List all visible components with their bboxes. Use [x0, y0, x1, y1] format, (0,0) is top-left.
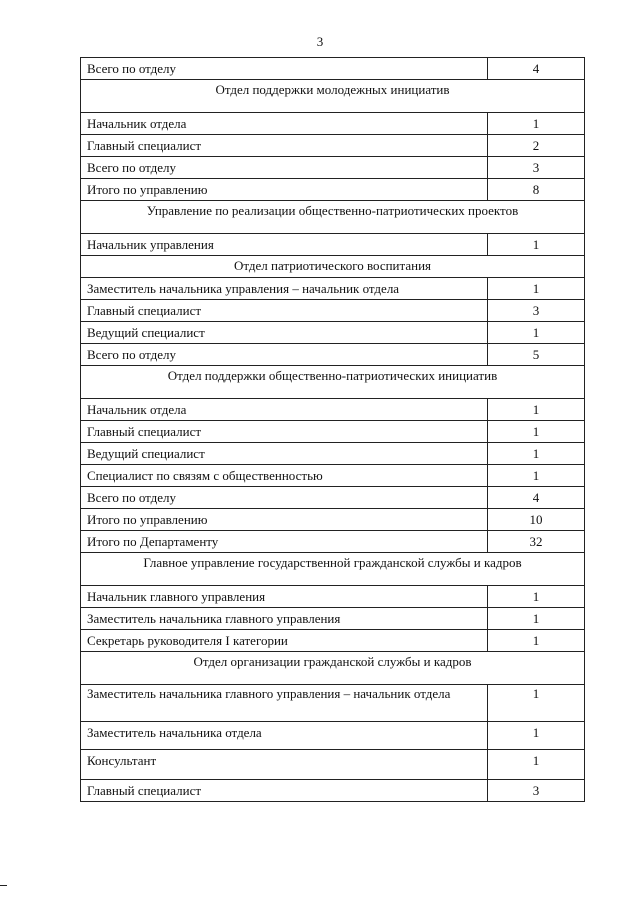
position-cell: Всего по отделу [81, 344, 488, 366]
table-row [81, 487, 585, 509]
count-cell: 1 [488, 586, 585, 608]
table-row [81, 113, 585, 135]
table-row [81, 399, 585, 421]
position-cell: Заместитель начальника главного управления [81, 608, 488, 630]
position-cell: Секретарь руководителя I категории [81, 630, 488, 652]
page-number: 3 [316, 34, 324, 49]
table-row [81, 234, 585, 256]
position-cell: Начальник отдела [81, 399, 488, 421]
table-row [81, 750, 585, 780]
table-row [81, 780, 585, 802]
section-heading: Отдел патриотического воспитания [81, 256, 585, 278]
position-cell: Итого по управлению [81, 179, 488, 201]
position-cell: Главный специалист [81, 780, 488, 802]
table-row [81, 608, 585, 630]
position-cell: Главный специалист [81, 300, 488, 322]
position-cell: Начальник главного управления [81, 586, 488, 608]
position-cell: Итого по Департаменту [81, 531, 488, 553]
section-heading-row [81, 80, 585, 113]
position-cell: Всего по отделу [81, 157, 488, 179]
position-cell: Специалист по связям с общественностью [81, 465, 488, 487]
count-cell: 1 [488, 685, 585, 722]
section-heading-row [81, 256, 585, 278]
count-cell: 1 [488, 278, 585, 300]
count-cell: 4 [488, 58, 585, 80]
count-cell: 1 [488, 234, 585, 256]
position-cell: Начальник управления [81, 234, 488, 256]
table-row [81, 630, 585, 652]
position-cell: Консультант [81, 750, 488, 780]
count-cell: 5 [488, 344, 585, 366]
table-row [81, 344, 585, 366]
section-heading-row [81, 553, 585, 586]
position-cell: Главный специалист [81, 135, 488, 157]
table-row [81, 179, 585, 201]
staffing-table [80, 57, 585, 802]
table-row [81, 322, 585, 344]
position-cell: Заместитель начальника главного управления – начальник отдела [81, 685, 488, 722]
table-row [81, 443, 585, 465]
count-cell: 3 [488, 780, 585, 802]
count-cell: 1 [488, 399, 585, 421]
table-row [81, 135, 585, 157]
count-cell: 1 [488, 443, 585, 465]
count-cell: 3 [488, 157, 585, 179]
position-cell: Всего по отделу [81, 58, 488, 80]
position-cell: Заместитель начальника управления – начальник отдела [81, 278, 488, 300]
section-heading: Отдел поддержки общественно-патриотических инициатив [81, 366, 585, 399]
count-cell: 1 [488, 630, 585, 652]
position-cell: Начальник отдела [81, 113, 488, 135]
table-row [81, 509, 585, 531]
section-heading-row [81, 652, 585, 685]
table-row [81, 586, 585, 608]
count-cell: 10 [488, 509, 585, 531]
count-cell: 1 [488, 113, 585, 135]
table-row [81, 531, 585, 553]
section-heading: Отдел организации гражданской службы и кадров [81, 652, 585, 685]
count-cell: 4 [488, 487, 585, 509]
table-row [81, 58, 585, 80]
section-heading: Управление по реализации общественно-патриотических проектов [81, 201, 585, 234]
table-row [81, 157, 585, 179]
position-cell: Заместитель начальника отдела [81, 722, 488, 750]
count-cell: 3 [488, 300, 585, 322]
section-heading: Отдел поддержки молодежных инициатив [81, 80, 585, 113]
count-cell: 1 [488, 421, 585, 443]
table-row [81, 278, 585, 300]
table-row [81, 685, 585, 722]
count-cell: 1 [488, 722, 585, 750]
count-cell: 1 [488, 608, 585, 630]
count-cell: 2 [488, 135, 585, 157]
position-cell: Всего по отделу [81, 487, 488, 509]
table-row [81, 465, 585, 487]
position-cell: Итого по управлению [81, 509, 488, 531]
count-cell: 32 [488, 531, 585, 553]
table-row [81, 300, 585, 322]
margin-mark [0, 885, 7, 886]
count-cell: 1 [488, 750, 585, 780]
count-cell: 1 [488, 465, 585, 487]
table-row [81, 421, 585, 443]
count-cell: 8 [488, 179, 585, 201]
section-heading: Главное управление государственной гражданской службы и кадров [81, 553, 585, 586]
section-heading-row [81, 201, 585, 234]
position-cell: Ведущий специалист [81, 443, 488, 465]
count-cell: 1 [488, 322, 585, 344]
position-cell: Главный специалист [81, 421, 488, 443]
section-heading-row [81, 366, 585, 399]
position-cell: Ведущий специалист [81, 322, 488, 344]
table-row [81, 722, 585, 750]
